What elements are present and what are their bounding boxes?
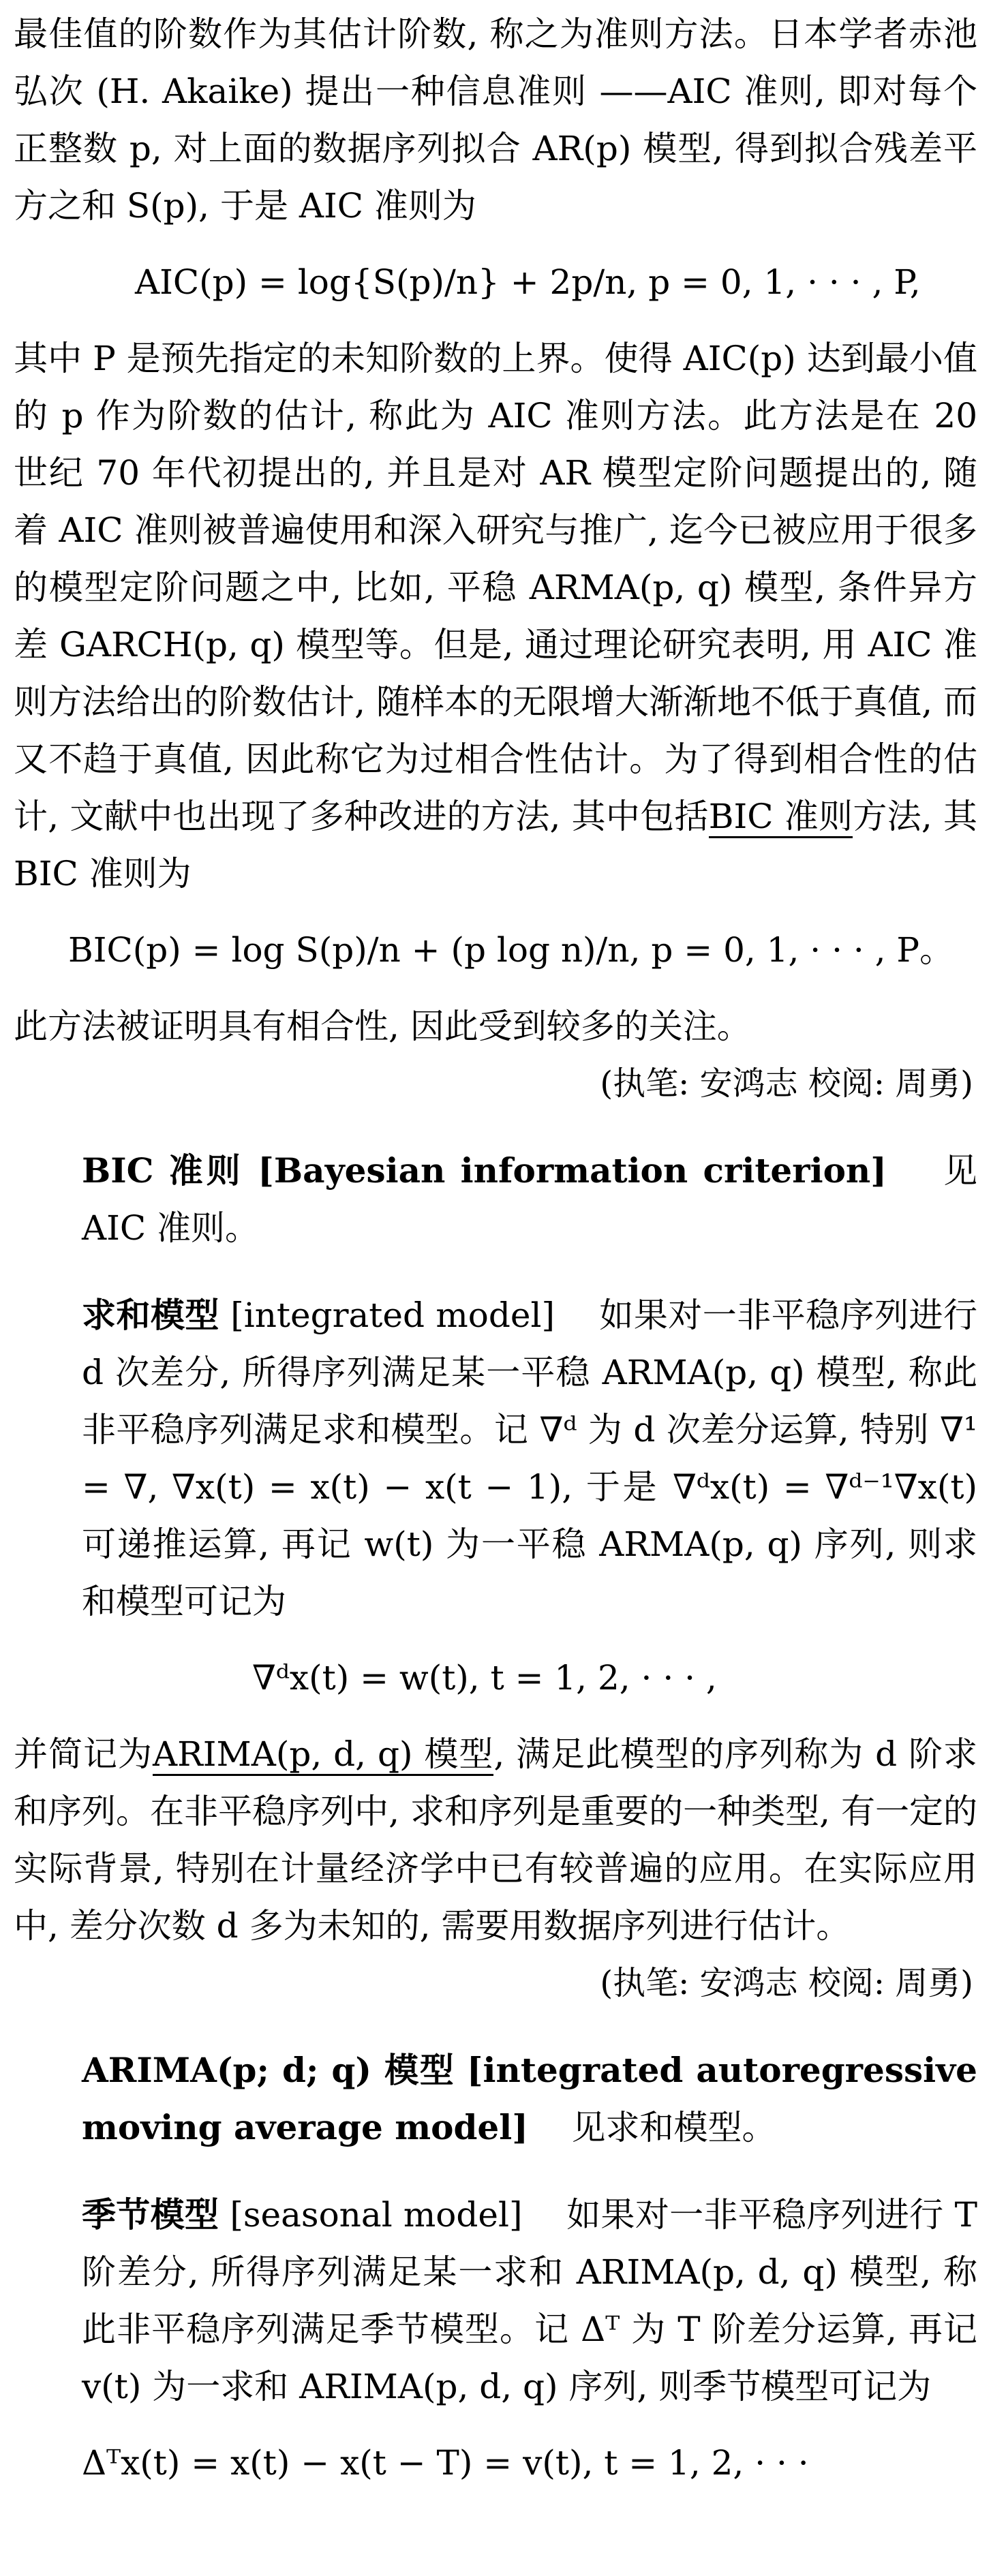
arima-model-link[interactable]: ARIMA(p, d, q) 模型 — [153, 1734, 493, 1776]
integrated-entry-english: [integrated model] — [230, 1295, 555, 1335]
arima-definition-prefix: 并简记为 — [14, 1734, 153, 1774]
bic-entry-text: 见AIC 准则。 — [82, 1151, 978, 1248]
consistency-paragraph: 此方法被证明具有相合性, 因此受到较多的关注。 — [14, 1007, 751, 1046]
bic-entry-title: BIC 准则 — [82, 1150, 244, 1191]
aic-description-text: 其中 P 是预先指定的未知阶数的上界。使得 AIC(p) 达到最小值的 p 作为阶数的估计, 称此为 AIC 准则方法。此方法是在 20 世纪 70 年代初提出的, 并且是对 AR 模型定阶问题提出的, 随着 AIC 准则被普遍使用和深入研究与推广, 迄今已被应用于很多的模型定阶问题之中, 比如, 平稳 ARMA(p, q) 模型, 条件异方差 GARCH(p, q) 模型等。但是, 通过理论研究表明, 用 AIC 准则方法给出的阶数估计, 随样本的无限增大渐渐地不低于真值, 而又不趋于真值, 因此称它为过相合性估计。为了得到相合性的估计, 文献中也出现了多种改进的方法, 其中包括 — [14, 339, 977, 836]
bic-equation: BIC(p) = log S(p)/n + (p log n)/n, p = 0, 1, · · · , P。 — [68, 930, 954, 970]
bic-criterion-link[interactable]: BIC 准则 — [709, 797, 853, 838]
intro-text: 最佳值的阶数作为其估计阶数, 称之为准则方法。日本学者赤池弘次 (H. Akaike) 提出一种信息准则 ——AIC 准则, 即对每个正整数 p, 对上面的数据序列拟合 AR(p) 模型, 得到拟合残差平方之和 S(p), 于是 AIC 准则为 — [14, 14, 977, 226]
seasonal-entry-text: 如果对一非平稳序列进行 T 阶差分, 所得序列满足某一求和 ARIMA(p, d, q) 模型, 称此非平稳序列满足季节模型。记 Δᵀ 为 T 阶差分运算, 再记 v(t) 为一求和 ARIMA(p, d, q) 序列, 则季节模型可记为 — [82, 2195, 977, 2406]
aic-description-paragraph — [14, 330, 977, 902]
arima-entry-text: 见求和模型。 — [571, 2108, 776, 2147]
seasonal-entry-english: [seasonal model] — [230, 2195, 523, 2235]
integrated-entry-title: 求和模型 — [82, 1295, 219, 1335]
arima-entry — [14, 2042, 977, 2156]
intro-paragraph — [14, 5, 977, 234]
seasonal-entry-title: 季节模型 — [82, 2194, 219, 2235]
seasonal-model-entry — [14, 2186, 977, 2415]
arima-entry-english: [integrated autoregressive moving average model] — [82, 2050, 977, 2147]
arima-entry-title: ARIMA(p; d; q) 模型 — [82, 2050, 455, 2090]
bic-entry — [14, 1142, 977, 1257]
integrated-entry-text: 如果对一非平稳序列进行 d 次差分, 所得序列满足某一平稳 ARMA(p, q) 模型, 称此非平稳序列满足求和模型。记 ∇ᵈ 为 d 次差分运算, 特别 ∇¹ = ∇, ∇x(t) = x(t) − x(t − 1), 于是 ∇ᵈx(t) = ∇ᵈ⁻¹∇x(t) 可递推运算, 再记 w(t) 为一平稳 ARMA(p, q) 序列, 则求和模型可记为 — [82, 1295, 977, 1621]
document-page — [14, 5, 977, 2491]
aic-equation: AIC(p) = log{S(p)/n} + 2p/n, p = 0, 1, · · · , P, — [135, 262, 921, 302]
author-signature-2: (执笔: 安鸿志 校阅: 周勇) — [600, 1964, 973, 2002]
arima-definition-paragraph — [14, 1726, 977, 1954]
integrated-equation: ∇ᵈx(t) = w(t), t = 1, 2, · · · , — [252, 1658, 717, 1698]
arima-definition-text: , 满足此模型的序列称为 d 阶求和序列。在非平稳序列中, 求和序列是重要的一种类型, 有一定的实际背景, 特别在计量经济学中已有较普遍的应用。在实际应用中, 差分次数 d 多为未知的, 需要用数据序列进行估计。 — [14, 1734, 978, 1946]
integrated-model-entry — [14, 1287, 977, 1630]
aic-description-tail: 方法, 其 BIC 准则为 — [14, 797, 977, 893]
seasonal-equation: Δᵀx(t) = x(t) − x(t − T) = v(t), t = 1, 2, · · · — [82, 2443, 809, 2483]
author-signature: (执笔: 安鸿志 校阅: 周勇) — [600, 1064, 973, 1103]
bic-entry-english: [Bayesian information criterion] — [258, 1150, 887, 1191]
